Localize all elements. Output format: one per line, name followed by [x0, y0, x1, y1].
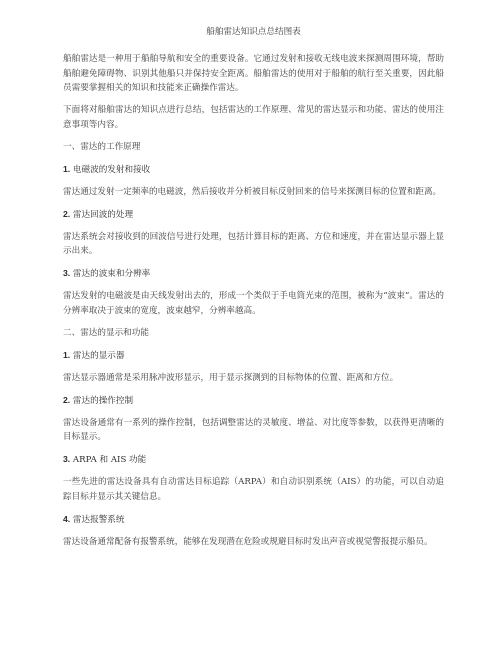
subheading-title: 雷达的操作控制 [72, 395, 134, 406]
subheading-title: 电磁波的发射和接收 [72, 164, 151, 175]
subheading-operation-control [63, 393, 444, 409]
subheading-number: 3. [63, 454, 71, 464]
subheading-arpa-ais [63, 452, 444, 468]
subheading-number: 2. [63, 394, 71, 405]
subheading-title: 雷达回波的处理 [72, 209, 134, 220]
section-heading-display-functions: 二、雷达的显示和功能 [63, 327, 149, 338]
intro-paragraph-1: 船舶雷达是一种用于船舶导航和安全的重要设备。它通过发射和接收无线电波来探测周围环境，帮助船舶避免障碍物、识别其他船只并保持安全距离。船舶雷达的使用对于船舶的航行至关重要，因此船员需要掌握相关的知识和技能来正确操作雷达。 [63, 54, 444, 93]
subheading-beam-resolution [63, 266, 444, 282]
subheading-display [63, 348, 444, 364]
subheading-number: 2. [63, 208, 71, 219]
document-title: 船舶雷达知识点总结图表 [206, 27, 301, 37]
subheading-title: ARPA 和 AIS 功能 [72, 455, 147, 465]
subheading-emission-reception [63, 162, 444, 178]
body-paragraph: 雷达设备通常有一系列的操作控制，包括调整雷达的灵敏度、增益、对比度等参数，以获得更清晰的目标显示。 [63, 417, 444, 442]
intro-paragraph-2: 下面将对船舶雷达的知识点进行总结，包括雷达的工作原理、常见的雷达显示和功能、雷达的使用注意事项等内容。 [63, 105, 444, 130]
body-paragraph: 雷达显示器通常是采用脉冲波形显示，用于显示探测到的目标物体的位置、距离和方位。 [63, 372, 399, 383]
body-paragraph: 一些先进的雷达设备具有自动雷达目标追踪（ARPA）和自动识别系统（AIS）的功能，可以自动追踪目标并显示其关键信息。 [63, 477, 444, 502]
subheading-echo-processing [63, 207, 444, 223]
subheading-number: 4. [63, 513, 71, 524]
subheading-alarm-system [63, 512, 444, 528]
subheading-number: 3. [63, 268, 71, 278]
subheading-number: 1. [63, 163, 71, 174]
subheading-title: 雷达的波束和分辨率 [72, 269, 151, 279]
body-paragraph: 雷达通过发射一定频率的电磁波，然后接收并分析被目标反射回来的信号来探测目标的位置和距离。 [63, 186, 442, 197]
body-paragraph: 雷达系统会对接收到的回波信号进行处理，包括计算目标的距离、方位和速度，并在雷达显示器上显示出来。 [63, 231, 444, 256]
body-paragraph: 雷达设备通常配备有报警系统，能够在发现潜在危险或规避目标时发出声音或视觉警报提示船员。 [63, 536, 433, 547]
section-heading-working-principle: 一、雷达的工作原理 [63, 141, 141, 152]
subheading-title: 雷达的显示器 [72, 350, 125, 361]
subheading-title: 雷达报警系统 [72, 514, 125, 525]
body-paragraph: 雷达发射的电磁波是由天线发射出去的，形成一个类似于手电筒光束的范围，被称为“波束”。雷达的分辨率取决于波束的宽度，波束越窄，分辨率越高。 [63, 291, 444, 316]
subheading-number: 1. [63, 349, 71, 360]
